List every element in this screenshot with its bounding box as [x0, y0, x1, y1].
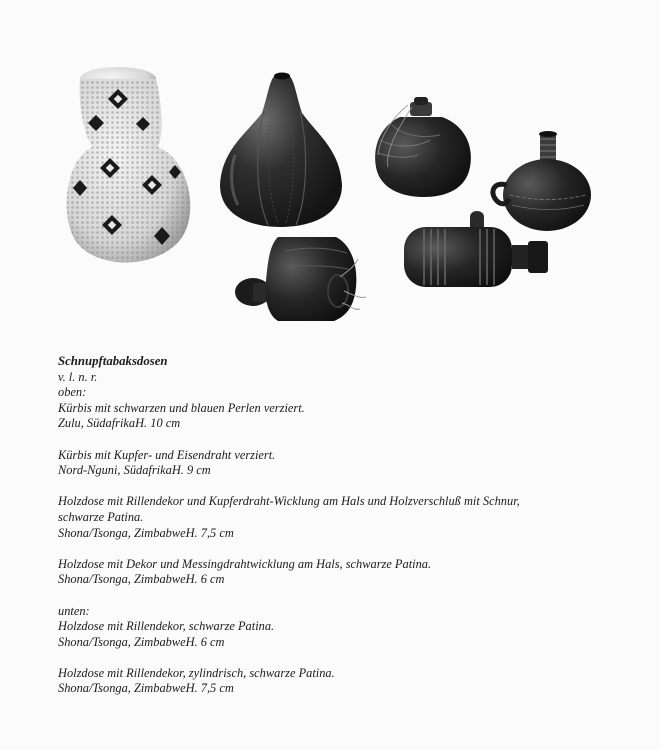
entry-description: Holzdose mit Dekor und Messingdrahtwicklung am Hals, schwarze Patina.: [58, 556, 432, 571]
entry-bottom-2: [58, 666, 618, 697]
entry-bottom-1: [58, 619, 618, 650]
caption-title: Schnupftabaksdosen: [58, 354, 168, 368]
entry-height: H. 6 cm: [185, 572, 225, 587]
entry-height: H. 6 cm: [185, 634, 225, 649]
caption-order: v. l. n. r.: [58, 369, 98, 384]
entry-description: Holzdose mit Rillendekor, schwarze Patina.: [58, 619, 275, 634]
bottom-heading: unten:: [58, 603, 90, 618]
entry-description-continued: schwarze Patina.: [58, 509, 144, 524]
cylindrical-container-bottom-left: [235, 237, 366, 321]
snuff-containers-photo: [40, 55, 620, 345]
entry-top-1: [58, 401, 618, 432]
entry-top-2: [58, 448, 618, 479]
handled-container: [493, 131, 591, 231]
wire-wrapped-container: [375, 97, 471, 197]
entry-description: Holzdose mit Rillendekor und Kupferdraht-Wicklung am Hals und Holzverschluß mit Schnur,: [58, 494, 520, 509]
entry-origin: Shona/Tsonga, Zimbabwe: [58, 572, 186, 587]
entry-origin: Shona/Tsonga, Zimbabwe: [58, 681, 186, 696]
entry-origin: Shona/Tsonga, Zimbabwe: [58, 634, 186, 649]
entry-height: H. 7,5 cm: [185, 525, 234, 540]
caption: [58, 354, 618, 697]
entry-top-3: [58, 494, 618, 541]
entry-description: Kürbis mit schwarzen und blauen Perlen verziert.: [58, 400, 305, 415]
entry-height: H. 7,5 cm: [185, 681, 234, 696]
entry-origin: Shona/Tsonga, Zimbabwe: [58, 525, 186, 540]
top-heading: oben:: [58, 385, 87, 400]
entry-description: Holzdose mit Rillendekor, zylindrisch, schwarze Patina.: [58, 665, 335, 680]
beaded-gourd: [67, 67, 191, 263]
entry-origin: Zulu, Südafrika: [58, 416, 136, 431]
entry-top-4: [58, 557, 618, 588]
wooden-gourd: [220, 73, 342, 228]
entry-origin: Nord-Nguni, Südafrika: [58, 463, 172, 478]
entry-height: H. 9 cm: [171, 463, 211, 478]
entry-height: H. 10 cm: [135, 416, 181, 431]
entry-description: Kürbis mit Kupfer- und Eisendraht verziert.: [58, 447, 276, 462]
